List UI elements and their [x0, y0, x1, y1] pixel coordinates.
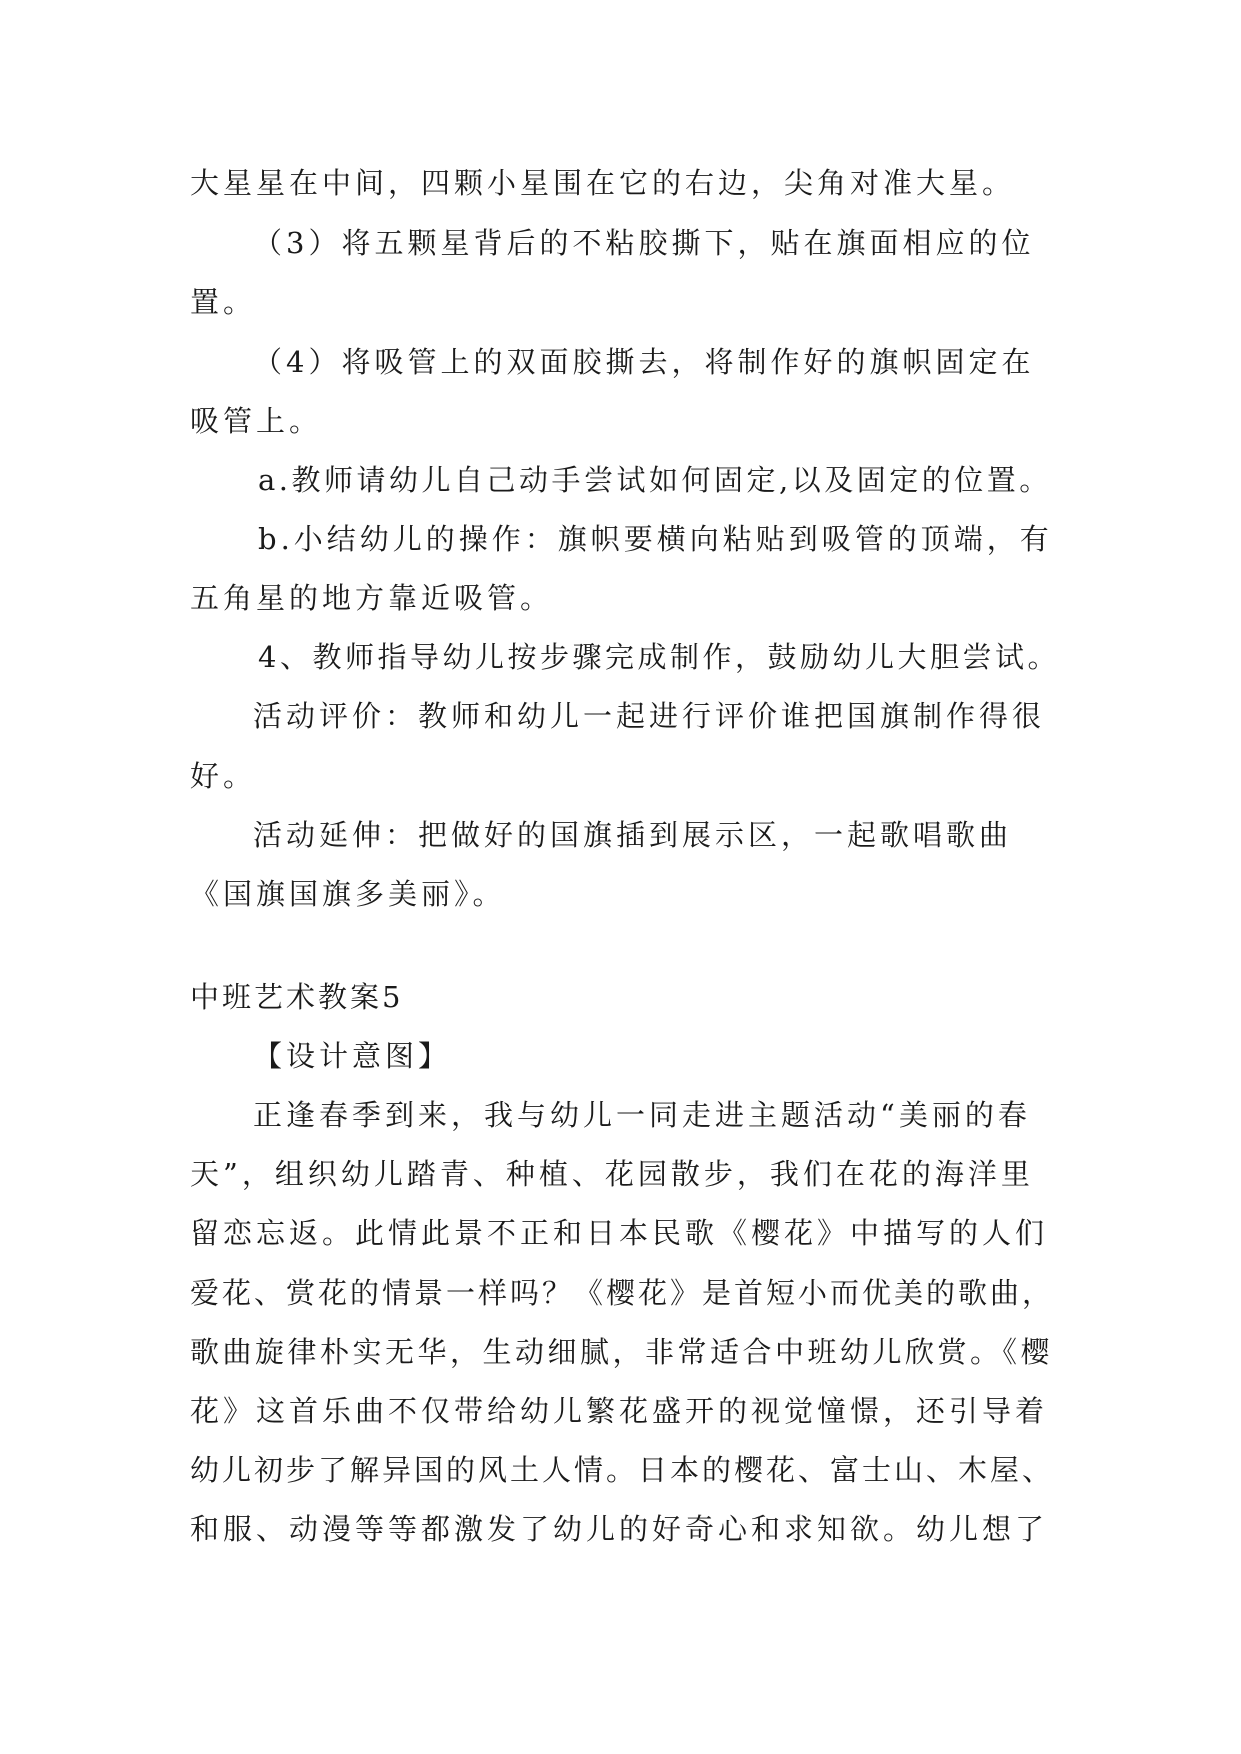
text-line: 活动评价：教师和幼儿一起进行评价谁把国旗制作得很 [253, 699, 1046, 733]
text-line: 《国旗国旗多美丽》。 [190, 877, 506, 911]
text-line: 天”，组织幼儿踏青、种植、花园散步，我们在花的海洋里 [190, 1157, 1034, 1191]
text-line: 爱花、赏花的情景一样吗？《樱花》是首短小而优美的歌曲， [190, 1276, 1055, 1310]
text-line: a.教师请幼儿自己动手尝试如何固定,以及固定的位置。 [258, 463, 1052, 497]
text-line: 和服、动漫等等都激发了幼儿的好奇心和求知欲。幼儿想了 [190, 1512, 1049, 1546]
text-line: 4、教师指导幼儿按步骤完成制作，鼓励幼儿大胆尝试。 [258, 640, 1060, 674]
text-line: 幼儿初步了解异国的风土人情。日本的樱花、富士山、木屋、 [190, 1453, 1055, 1487]
text-line: 好。 [190, 759, 257, 793]
text-line: 留恋忘返。此情此景不正和日本民歌《樱花》中描写的人们 [190, 1216, 1049, 1250]
text-line: （4）将吸管上的双面胶撕去，将制作好的旗帜固定在 [253, 345, 1035, 379]
text-line: 大星星在中间，四颗小星围在它的右边，尖角对准大星。 [190, 166, 1016, 200]
text-line: b.小结幼儿的操作：旗帜要横向粘贴到吸管的顶端，有 [258, 522, 1053, 556]
section-heading: 中班艺术教案5 [190, 980, 404, 1014]
text-line: 花》这首乐曲不仅带给幼儿繁花盛开的视觉憧憬，还引导着 [190, 1394, 1049, 1428]
text-line: 吸管上。 [190, 404, 323, 438]
subsection-heading: 【设计意图】 [253, 1039, 452, 1073]
text-line: 活动延伸：把做好的国旗插到展示区，一起歌唱歌曲 [253, 818, 1013, 852]
text-line: 歌曲旋律朴实无华，生动细腻，非常适合中班幼儿欣赏。《樱 [190, 1335, 1054, 1369]
text-line: 置。 [190, 285, 257, 319]
text-line: 正逢春季到来，我与幼儿一同走进主题活动“美丽的春 [253, 1098, 1031, 1132]
text-line: （3）将五颗星背后的不粘胶撕下，贴在旗面相应的位 [253, 226, 1035, 260]
text-line: 五角星的地方靠近吸管。 [190, 581, 554, 615]
